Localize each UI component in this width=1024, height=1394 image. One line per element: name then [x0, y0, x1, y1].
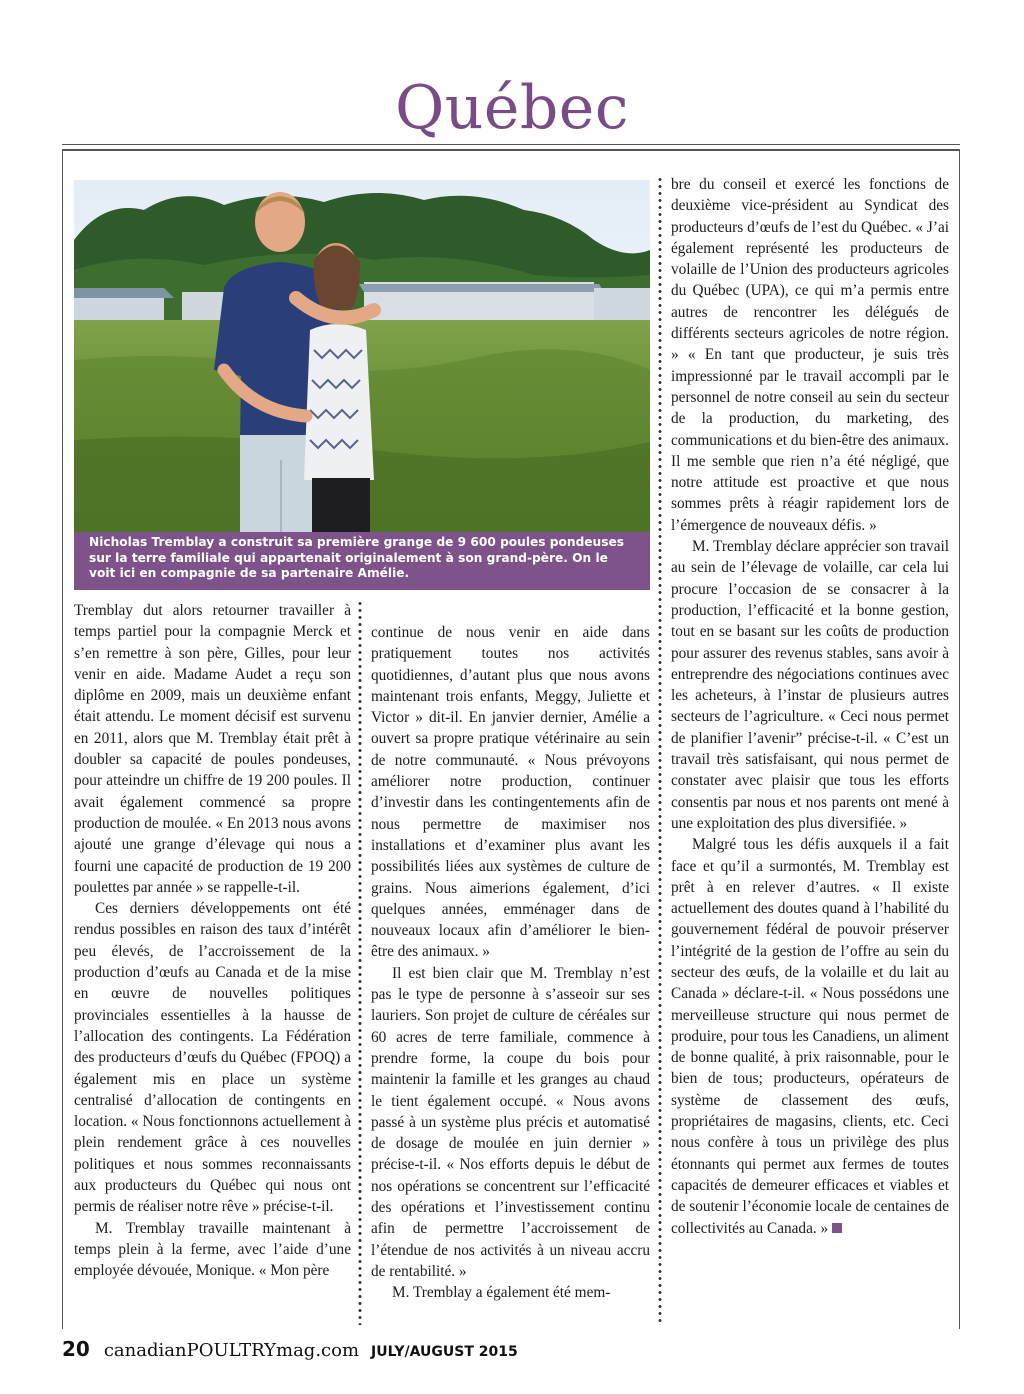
column-divider: [658, 176, 662, 1326]
column-divider: [358, 600, 362, 1325]
paragraph: bre du conseil et exercé les fonctions de deuxième vice-président au Syndicat des producteurs d’œufs de l’est du Québec. « J’ai également représenté les producteurs de volaille de l’Union des producteurs agricoles du Québec (UPA), ce qui m’a permis entre autres de rencontrer les délégués de différents secteurs agricoles de notre région. » « En tant que producteur, je suis très impressionné par le travail accompli par le personnel de notre conseil au sein du secteur de la production, du marketing, des communications et du bien-être des animaux. Il me semble que rien n’a été négligé, que notre attitude est proactive et que nous sommes prêts à réagir rapidement lors de l’émergence de nouveaux défis. »: [671, 176, 949, 534]
paragraph: M. Tremblay travaille maintenant à temps plein à la ferme, avec l’aide d’une employée dévouée, Monique. « Mon père: [74, 1219, 351, 1280]
photo-caption: Nicholas Tremblay a construit sa première grange de 9 600 poules pondeuses sur la terre familiale qui appartenait originalement à son grand-père. On le voit ici en compagnie de sa partenaire Amélie.: [74, 532, 650, 590]
frame-right-rule: [959, 149, 960, 1329]
paragraph: continue de nous venir en aide dans pratiquement toutes nos activités quotidiennes, d’autant plus que nous avons maintenant trois enfants, Meggy, Juliette et Victor » dit-il. En janvier dernier, Amélie a ouvert sa propre pratique vétérinaire au sein de notre communauté. « Nous prévoyons améliorer notre production, continuer d’investir dans les contingentements afin de nous permettre de maximiser nos installations et d’examiner plus avant les possibilités liées aux systèmes de culture de grains. Nous aimerions également, d’ici quelques années, emménager dans de nouveaux locaux afin d’améliorer le bien-être des animaux. »: [371, 624, 650, 961]
paragraph: M. Tremblay déclare apprécier son travail au sein de l’élevage de volaille, car cela lui procure l’occasion de se consacrer à la production, l’efficacité et la bonne gestion, tout en se basant sur les coûts de production pour assurer des revenus stables, sans avoir à entreprendre des négociations continues avec les acheteurs, à l’instar de plusieurs autres secteurs de l’agriculture. « Ceci nous permet de planifier l’avenir” précise-t-il. « C’est un travail très satisfaisant, qui nous permet de constater avec plaisir que tous les efforts consentis par nous et nos parents ont mené à une exploitation des plus diversifiée. »: [671, 538, 949, 832]
section-title: Québec: [395, 73, 629, 143]
article-column-1: [74, 600, 351, 1282]
magazine-site: canadianPOULTRYmag.com: [103, 1340, 360, 1361]
article-column-3: [671, 174, 949, 1239]
article-column-2: [371, 622, 650, 1304]
issue-date: JULY/AUGUST 2015: [371, 1344, 518, 1360]
paragraph: Il est bien clair que M. Tremblay n’est pas le type de personne à s’asseoir sur ses lauriers. Son projet de culture de céréales sur 60 acres de terre familiale, commence à prendre forme, la coupe du bois pour maintenir la famille et les granges au chaud le tient également occupé. « Nous avons passé à un système plus précis et automatisé de dosage de moulée en juin dernier » précise-t-il. « Nos efforts depuis le début de nos opérations se concentrent sur l’efficacité des opérations et l’investissement continu afin de permettre l’accroissement de l’étendue de nos activités à un niveau accru de rentabilité. »: [371, 964, 650, 1280]
paragraph: Tremblay dut alors retourner travailler à temps partiel pour la compagnie Merck et s’en remettre à son père, Gilles, pour leur venir en aide. Madame Audet a reçu son diplôme en 2009, mais un deuxième enfant était attendu. Le moment décisif est survenu en 2011, alors que M. Tremblay était prêt à doubler sa capacité de poules pondeuses, pour atteindre un chiffre de 19 200 poules. Il avait également commencé sa propre production de moulée. « En 2013 nous avons ajouté une grange d’élevage qui nous a fourni une capacité de production de 19 200 poulettes par année » se rappelle-t-il.: [74, 602, 351, 896]
paragraph-text: Malgré tous les défis auxquels il a fait face et qu’il a surmontés, M. Tremblay est prêt à en relever d’autres. « Il existe actuellement des doutes quand à l’habilité du gouvernement fédéral de pouvoir préserver l’intégrité de la gestion de l’offre au sein du secteur des œufs, de la volaille et du lait au Canada » déclare-t-il. « Nous possédons une merveilleuse structure qui nous permet de produire, pour tous les Canadiens, un aliment de bonne qualité, à prix raisonnable, pour le bien de tous; producteurs, opérateurs de système de classement des œufs, propriétaires de magasins, clients, etc. Ceci nous confère à tous un privilège des plus étonnants qui permet aux fermes de toutes capacités de demeurer efficaces et viables et de soutenir l’économie locale de centaines de collectivités au Canada. »: [671, 836, 949, 1237]
frame-top-rule: [62, 149, 960, 151]
paragraph: M. Tremblay a également été mem-: [392, 1284, 611, 1302]
page-number: 20: [62, 1337, 90, 1361]
frame-left-rule: [62, 149, 63, 1329]
end-mark-icon: [832, 1223, 842, 1233]
page-footer: [62, 1337, 518, 1363]
paragraph-last: [671, 834, 949, 1239]
paragraph: Ces derniers développements ont été rendus possibles en raison des taux d’intérêt peu élevés, de l’accroissement de la production d’œufs au Canada et de la mise en œuvre de nouvelles politiques provinciales essentielles à la hausse de l’allocation des contingents. La Fédération des producteurs d’œufs du Québec (FPOQ) a également mis en place un système centralisé d’allocation de contingents en location. « Nous fonctionnons actuellement à plein rendement grâce à ces nouvelles politiques et nous sommes reconnaissants aux producteurs du Québec qui nous ont permis de réaliser notre rêve » précise-t-il.: [74, 900, 351, 1216]
title-rule: [62, 144, 960, 145]
article-photo: [74, 180, 650, 532]
